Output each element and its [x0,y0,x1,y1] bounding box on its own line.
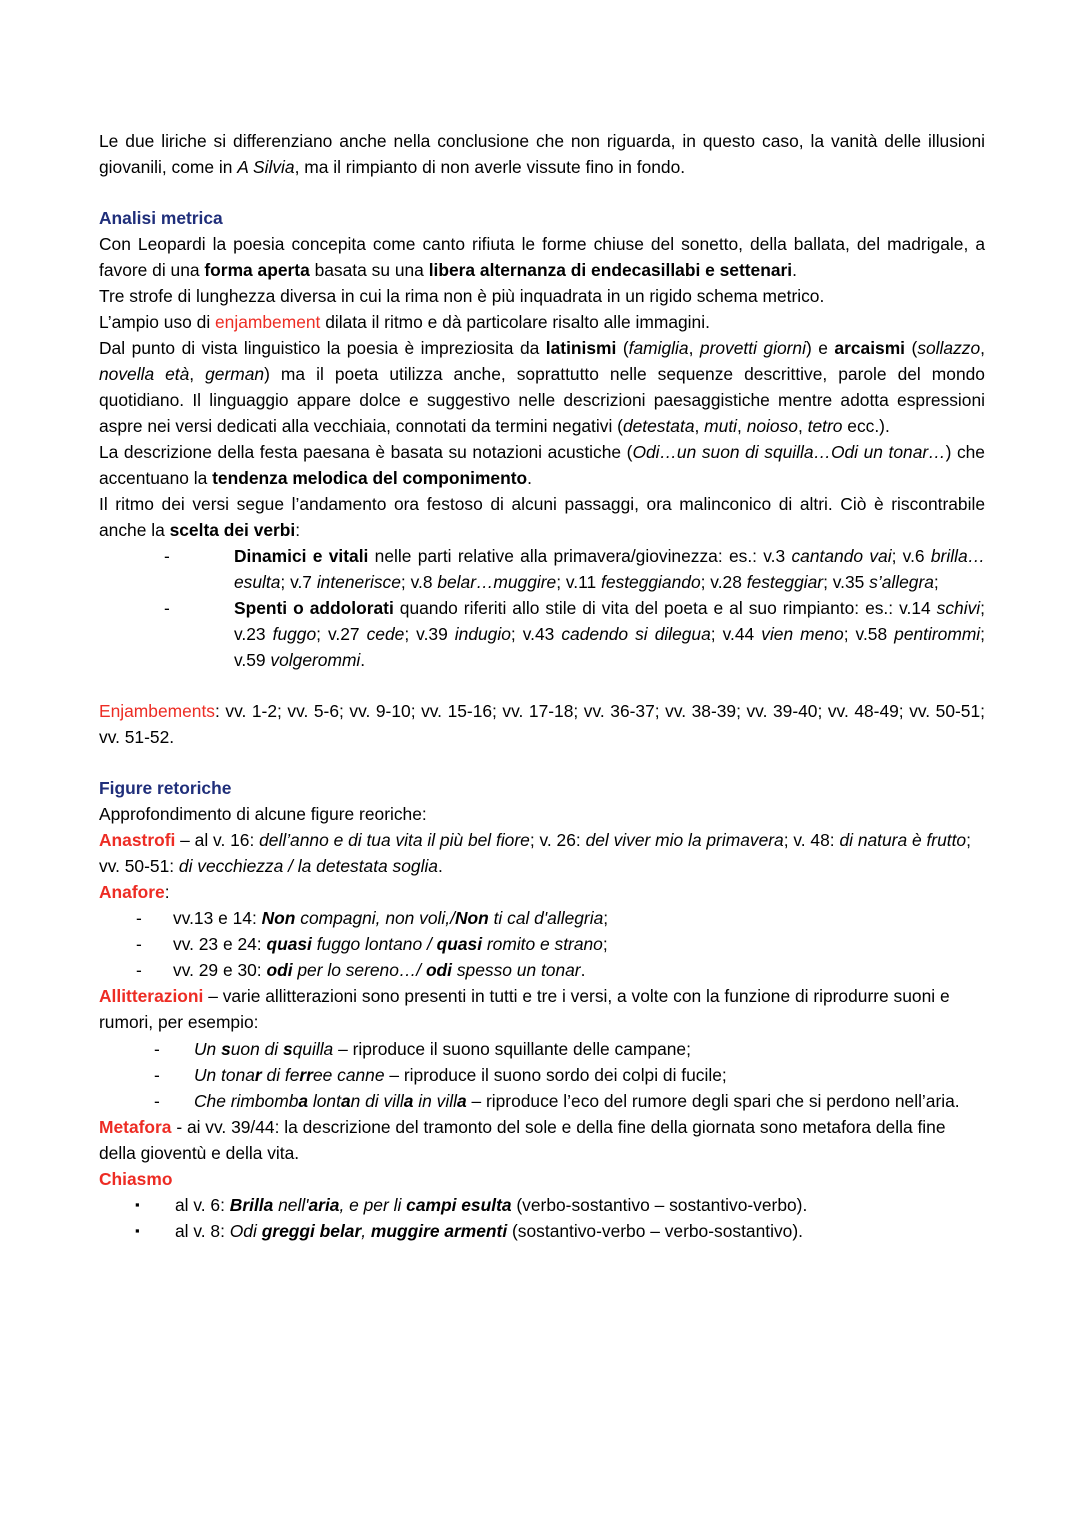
verbi-item-1-it-4: belar…muggire [437,572,557,593]
chiasmo-item-2-i2: , [361,1220,371,1241]
metrica-p4-italic-provetti-giorni: provetti giorni [699,338,806,359]
list-item [164,543,985,595]
metrica-paragraph-5 [99,439,985,491]
heading-figure-retoriche: Figure retoriche [99,778,232,799]
anafore-item-3-i1: per lo sereno…/ [292,960,426,981]
anafore-item-1-t1: vv.13 e 14: [173,908,262,929]
metrica-p4-italic-german: german [205,364,265,385]
anastrofi-paragraph [99,827,985,879]
anastrofi-it-3: di natura è frutto [839,830,967,851]
anafore-item-1-bi2: Non [454,908,489,929]
metrica-p1-part-2: basata su una [309,260,429,281]
dash-marker-icon: - [164,546,170,567]
intro-paragraph [99,128,985,180]
allit-item-2-ic: ee canne [312,1064,385,1085]
allit-item-3-bc: a [403,1090,414,1111]
metrica-p4-part-11: , [797,416,808,437]
verbi-item-2-t9: . [360,650,366,671]
list-item [136,905,985,931]
verbi-item-2-label: Spenti o addolorati [234,598,394,619]
metrica-p4-italic-sollazzo: sollazzo [917,338,981,359]
anastrofi-part-3: ; v. 48: [783,830,840,851]
metrica-p4-part-12: ecc.). [842,416,890,437]
metrica-p4-part-5: ( [905,338,918,359]
allit-item-3-ic: n di vill [350,1090,404,1111]
metrica-p4-part-8: ) ma il poeta utilizza anche, soprattutto nelle sequenze descrittive, parole del mondo quotidiano. Il linguaggio appare dolce e suggestivo nelle descrizioni paesaggistiche mentre adotta espressioni aspre nei versi dedicati alla vecchiaia, connotati da termini negativi ( [99,364,985,437]
allit-item-3-ia: Che rimbomb [194,1090,299,1111]
verbi-list [99,543,985,673]
verbi-item-2-it-7: pentirommi [894,624,981,645]
term-enjambement: enjambement [215,312,321,333]
metrica-p1-bold-forma-aperta: forma aperta [204,260,310,281]
anafore-list [99,905,985,983]
intro-text-part-1: Le due liriche si differenziano anche nella conclusione che non riguarda, in questo caso, la vanità delle illusioni giovanili, come in [99,131,985,178]
verbi-item-2-t5: ; v.43 [510,624,562,645]
verbi-item-1-t2: ; v.6 [891,546,931,567]
verbi-item-2-it-5: cadendo si dilegua [561,624,711,645]
verbi-item-1-t5: ; v.11 [556,572,602,593]
chiasmo-item-2-t2: (sostantivo-verbo – verbo-sostantivo). [507,1220,803,1241]
dash-marker-icon: - [154,1038,160,1059]
metafora-paragraph [99,1114,985,1166]
poem-title-a-silvia: A Silvia [237,157,295,178]
enjambements-text: : vv. 1-2; vv. 5-6; vv. 9-10; vv. 15-16; vv. 17-18; vv. 36-37; vv. 38-39; vv. 39-40; vv. 48-49; vv. 50-51; vv. 51-52. [99,701,985,748]
anastrofi-part-2: ; v. 26: [529,830,586,851]
verbi-item-1-it-7: s’allegra [869,572,934,593]
dash-marker-icon: - [136,908,142,929]
spacer [99,673,985,698]
metrica-paragraph-2: Tre strofe di lunghezza diversa in cui la rima non è più inquadrata in un rigido schema metrico. [99,286,825,307]
verbi-item-2-t2: ; v.23 [234,598,985,645]
anafore-heading [99,879,985,905]
allit-item-1-ib: uon di [230,1038,283,1059]
anastrofi-label: Anastrofi [99,830,176,851]
figure-intro: Approfondimento di alcune figure reoriche: [99,804,427,825]
list-item [136,957,985,983]
verbi-item-2-it-2: fuggo [272,624,317,645]
verbi-item-2-it-8: volgerommi [270,650,361,671]
anafore-item-2-bi2: quasi [436,934,483,955]
allit-item-1-ba: s [221,1038,231,1059]
allit-item-2-ba: r [254,1064,262,1085]
anafore-item-3-i2: spesso un tonar [452,960,581,981]
verbi-item-1-text: nelle parti relative alla primavera/giovinezza: es.: v.3 [368,546,792,567]
verbi-item-2-t7: ; v.58 [843,624,895,645]
heading-analisi-metrica: Analisi metrica [99,208,223,229]
anafore-item-3-bi2: odi [425,960,453,981]
chiasmo-label: Chiasmo [99,1168,173,1189]
metrica-p1-part-1: Con Leopardi la poesia concepita come canto rifiuta le forme chiuse del sonetto, della ballata, del madrigale, a favore di una [99,234,985,281]
allit-item-1-tail: – riproduce il suono squillante delle campane; [333,1038,691,1059]
chiasmo-item-1-bi1: Brilla [229,1194,274,1215]
metrica-p4-italic-tetro: tetro [807,416,843,437]
metrica-p4-bold-arcaismi: arcaismi [834,338,906,359]
chiasmo-item-1-t1: al v. 6: [175,1194,230,1215]
allit-item-3-ba: a [298,1090,309,1111]
verbi-item-1-label: Dinamici e vitali [234,546,369,567]
metrica-p4-part-10: , [737,416,747,437]
metrica-p6-part-2: : [295,520,301,541]
metrica-paragraph-3 [99,309,985,335]
verbi-item-1-t8: ; [933,572,939,593]
metrica-p4-part-6: , [980,338,985,359]
enjambements-paragraph [99,698,985,750]
allit-item-3-ib: lont [308,1090,341,1111]
metrica-p4-part-9: , [694,416,705,437]
dash-marker-icon: - [136,934,142,955]
chiasmo-item-1-i2: , e per li [339,1194,407,1215]
allit-item-1-ic: quilla [292,1038,334,1059]
list-item [164,595,985,673]
verbi-item-1-it-2: brilla…esulta [234,546,986,593]
dash-marker-icon: - [136,960,142,981]
anafore-item-2-bi1: quasi [266,934,312,955]
anafore-item-1-i2: ti cal d'allegria [488,908,604,929]
metrica-p4-italic-famiglia: famiglia [628,338,689,359]
metrica-p5-italic-quote: Odi…un suon di squilla…Odi un tonar… [632,442,946,463]
chiasmo-item-1-bi2: aria [308,1194,340,1215]
metrica-p5-bold-tendenza-melodica: tendenza melodica del componimento [212,468,528,489]
verbi-item-2-t6: ; v.44 [710,624,762,645]
anafore-item-1-bi1: Non [261,908,296,929]
anafore-label: Anafore [99,882,165,903]
chiasmo-item-1-t2: (verbo-sostantivo – sostantivo-verbo). [511,1194,808,1215]
enjambements-label: Enjambements [99,701,215,722]
dash-marker-icon: - [154,1090,160,1111]
metrica-p1-part-3: . [792,260,797,281]
spacer [99,750,985,775]
anastrofi-part-4: ; vv. 50-51: [99,830,971,877]
anafore-item-2-i2: romito e strano [482,934,603,955]
metrica-p1-bold-libera-alternanza: libera alternanza di endecasillabi e settenari [428,260,793,281]
anafore-item-2-t2: ; [602,934,608,955]
verbi-item-1-it-5: festeggiando [601,572,701,593]
anafore-item-3-t1: vv. 29 e 30: [173,960,267,981]
verbi-item-1-it-3: intenerisce [316,572,401,593]
list-item [135,1192,985,1218]
metrica-p4-part-7: , [189,364,206,385]
verbi-item-2-it-1: schivi [936,598,981,619]
chiasmo-heading [99,1166,985,1192]
allitterazioni-paragraph [99,983,985,1035]
allit-item-2-bb: rr [299,1064,313,1085]
verbi-item-1-t6: ; v.28 [700,572,747,593]
allit-item-2-ia: Un tona [194,1064,255,1085]
allit-item-1-bb: s [282,1038,293,1059]
metrica-p4-italic-novella-eta: novella età [99,364,190,385]
metrica-p4-italic-detestata: detestata [622,416,695,437]
metafora-text: - ai vv. 39/44: la descrizione del tramonto del sole e della fine della giornata sono metafora della fine della gioventù e della vita. [99,1116,946,1163]
allit-item-3-bb: a [340,1090,351,1111]
anafore-item-2-t1: vv. 23 e 24: [173,934,267,955]
list-item [136,931,985,957]
intro-text-part-2: , ma il rimpianto di non averle vissute fino in fondo. [294,157,686,178]
verbi-item-2-t3: ; v.27 [316,624,367,645]
verbi-item-2-t4: ; v.39 [404,624,455,645]
dash-marker-icon: - [164,598,170,619]
allitterazioni-label: Allitterazioni [99,986,204,1007]
document-body [99,128,985,1244]
anafore-colon: : [164,882,170,903]
metrica-p3-part-1: L’ampio uso di [99,312,216,333]
metrica-p6-bold-scelta-dei-verbi: scelta dei verbi [169,520,296,541]
anastrofi-it-4: di vecchiezza / la detestata soglia [178,856,438,877]
allit-item-2-tail: – riproduce il suono sordo dei colpi di fucile; [384,1064,727,1085]
chiasmo-item-1-i1: nell' [273,1194,309,1215]
allit-item-3-id: in vill [413,1090,457,1111]
allitterazioni-list [99,1036,985,1114]
list-item [154,1036,985,1062]
list-item [154,1062,985,1088]
verbi-item-2-it-3: cede [366,624,405,645]
metrica-p4-part-1: Dal punto di vista linguistico la poesia è impreziosita da [99,338,546,359]
metrica-p6-part-1: Il ritmo dei versi segue l’andamento ora festoso di alcuni passaggi, ora malinconico di altri. Ciò è riscontrabile anche la [99,494,985,541]
anastrofi-part-1: – al v. 16: [175,830,260,851]
verbi-item-2-it-4: indugio [454,624,511,645]
allit-item-3-tail: – riproduce l’eco del rumore degli spari che si perdono nell’aria. [466,1090,960,1111]
spacer [99,180,985,205]
verbi-item-2-t8: ; v.59 [234,624,986,671]
metrica-paragraph-1 [99,231,985,283]
list-item [154,1088,985,1114]
metafora-label: Metafora [99,1116,172,1137]
metrica-p4-part-4: ) e [805,338,835,359]
chiasmo-item-2-t1: al v. 8: [175,1220,230,1241]
metrica-p4-part-3: , [688,338,700,359]
anastrofi-it-1: dell’anno e di tua vita il più bel fiore [259,830,530,851]
allit-item-1-ia: Un [194,1038,222,1059]
metrica-p4-italic-muti: muti [704,416,738,437]
anastrofi-part-5: . [437,856,443,877]
verbi-item-1-it-1: cantando vai [791,546,892,567]
dash-marker-icon: - [154,1064,160,1085]
verbi-item-1-t4: ; v.8 [400,572,438,593]
allitterazioni-intro: – varie allitterazioni sono presenti in tutti e tre i versi, a volte con la funzione di riprodurre suoni e rumori, per esempio: [99,986,950,1033]
verbi-item-1-t3: ; v.7 [280,572,317,593]
allit-item-2-ib: di fe [261,1064,300,1085]
metrica-p5-part-3: . [527,468,532,489]
square-bullet-icon: ▪ [135,1196,140,1212]
metrica-p5-part-1: La descrizione della festa paesana è basata su notazioni acustiche ( [99,442,633,463]
chiasmo-item-2-bi2: muggire armenti [370,1220,508,1241]
metrica-p4-part-2: ( [616,338,629,359]
anafore-item-3-bi1: odi [266,960,293,981]
verbi-item-2-text: quando riferiti allo stile di vita del poeta e al suo rimpianto: es.: v.14 [393,598,937,619]
metrica-paragraph-6 [99,491,985,543]
allit-item-3-bd: a [456,1090,467,1111]
anafore-item-3-t2: . [580,960,586,981]
chiasmo-list [99,1192,985,1244]
chiasmo-item-1-bi3: campi esulta [406,1194,512,1215]
anafore-item-1-t2: ; [603,908,609,929]
metrica-paragraph-4 [99,335,985,439]
verbi-item-1-t7: ; v.35 [823,572,870,593]
chiasmo-item-2-i1: Odi [229,1220,262,1241]
list-item [135,1218,985,1244]
metrica-p5-part-2: ) che accentuano la [99,442,985,489]
verbi-item-2-it-6: vien meno [761,624,844,645]
chiasmo-item-2-bi1: greggi belar [261,1220,362,1241]
anafore-item-2-i1: fuggo lontano / [311,934,437,955]
metrica-p3-part-2: dilata il ritmo e dà particolare risalto alle immagini. [320,312,710,333]
anastrofi-it-2: del viver mio la primavera [585,830,784,851]
anafore-item-1-i1: compagni, non voli,/ [295,908,455,929]
metrica-p4-italic-noioso: noioso [746,416,798,437]
metrica-p4-bold-latinismi: latinismi [545,338,617,359]
square-bullet-icon: ▪ [135,1222,140,1238]
verbi-item-1-it-6: festeggiar [746,572,824,593]
